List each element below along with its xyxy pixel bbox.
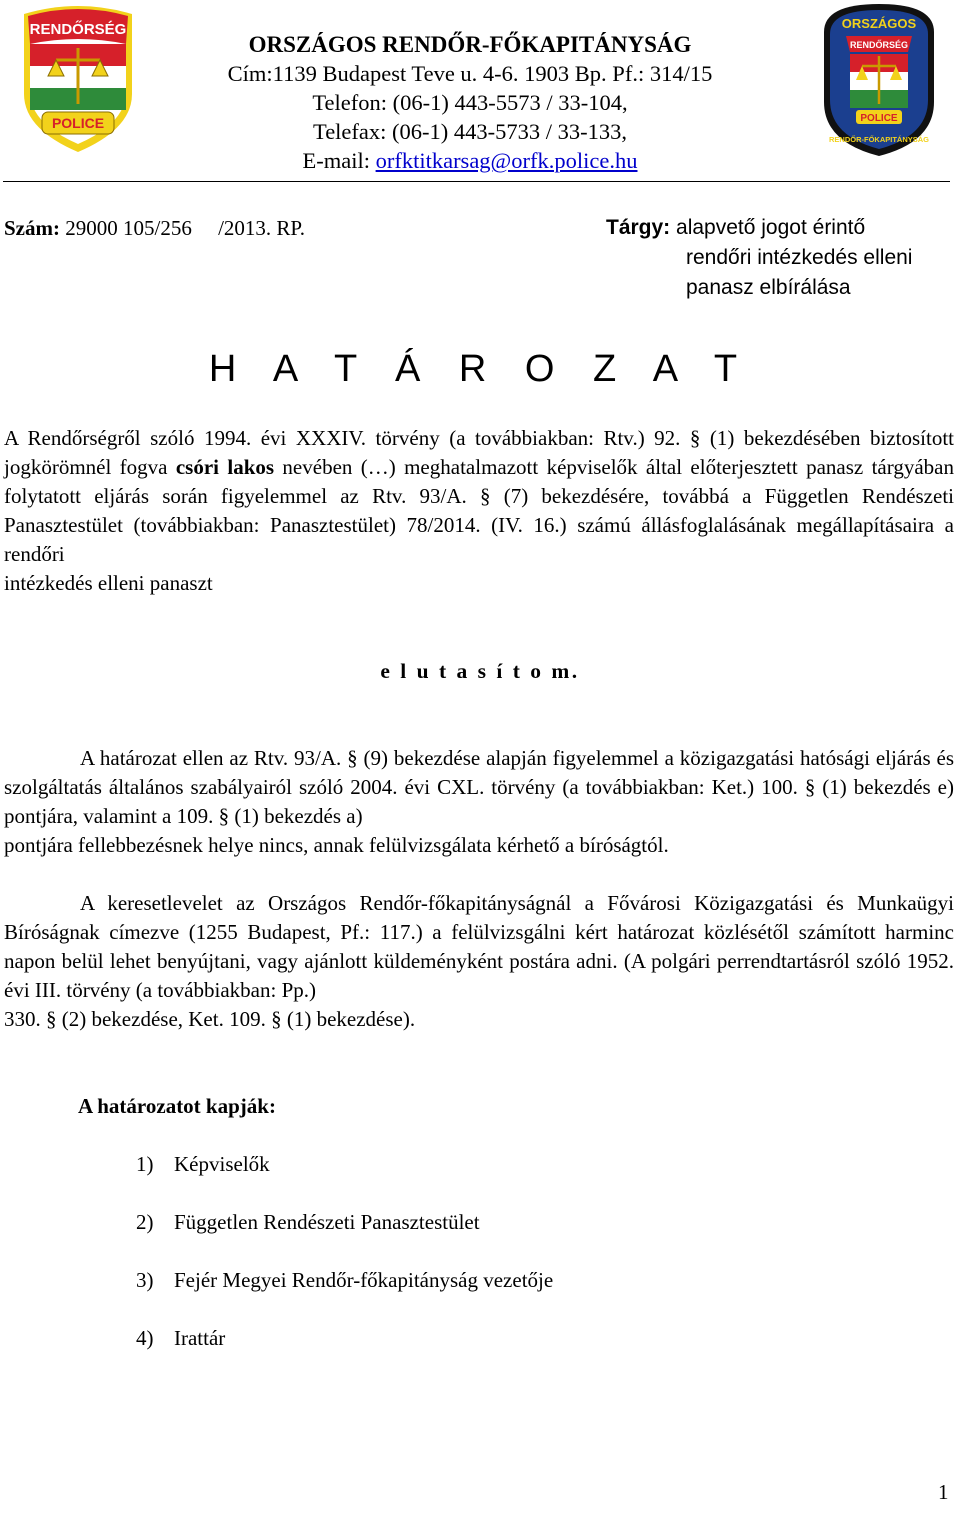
- paragraph2-text: A határozat ellen az Rtv. 93/A. § (9) bekezdése alapján figyelemmel a közigazgatási hatósági eljárás és szolgáltatás általános szabályairól szóló 2004. évi CXL. törvény (a továbbiakban: Ket.) 100. § (1) bekezdés e) pontjára, valamint a 109. § (1) bekezdés a): [4, 746, 954, 828]
- subject-line-3: panasz elbírálása: [686, 276, 851, 299]
- paragraph1-last-line: intézkedés elleni panaszt: [4, 571, 213, 595]
- svg-text:POLICE: POLICE: [860, 113, 898, 124]
- appeal-paragraph: [4, 744, 954, 860]
- paragraph1-part2: nevében (…) meghatalmazott képviselők által előterjesztett panasz tárgyában folytatott eljárás során figyelemmel az Rtv. 93/A. § (7) bekezdésére, továbbá a Független Rendészeti Panasztestület (továbbiakban: Panasztestület) 78/2014. (IV. 16.) számú állásfoglalásának megállapításaira a rendőri: [4, 455, 954, 566]
- list-item: [136, 1324, 553, 1382]
- svg-text:ORSZÁGOS: ORSZÁGOS: [841, 16, 917, 31]
- decision-verdict: e l u t a s í t o m.: [380, 659, 580, 683]
- organization-name: ORSZÁGOS RENDŐR-FŐKAPITÁNYSÁG: [248, 32, 692, 57]
- recipients-list: [136, 1150, 553, 1382]
- document-title: H A T Á R O Z A T: [208, 348, 752, 390]
- paragraph1-part1: A Rendőrségről szóló 1994. évi XXXIV. törvény (a továbbiakban: Rtv.) 92. § (1) bekezdésében biztosított jogkörömnél fogva: [4, 426, 954, 479]
- list-item-label: Fejér Megyei Rendőr-főkapitányság vezetője: [174, 1268, 554, 1292]
- header-divider: [3, 181, 950, 182]
- recipients-heading: A határozatot kapják:: [78, 1094, 276, 1118]
- decision-paragraph: [4, 424, 954, 598]
- list-item-number: 2): [136, 1210, 154, 1234]
- phone: Telefon: (06-1) 443-5573 / 33-104,: [312, 90, 628, 115]
- email-link[interactable]: orfktitkarsag@orfk.police.hu: [375, 148, 638, 173]
- police-seal-logo: [820, 2, 938, 158]
- list-item-label: Irattár: [174, 1326, 226, 1350]
- list-item-label: Képviselők: [174, 1152, 270, 1176]
- list-item-label: Független Rendészeti Panasztestület: [174, 1210, 480, 1234]
- list-item: [136, 1208, 553, 1266]
- address: Cím:1139 Budapest Teve u. 4-6. 1903 Bp. Pf.: 314/15: [227, 61, 713, 86]
- reference-number: [4, 213, 305, 243]
- fax: Telefax: (06-1) 443-5733 / 33-133,: [313, 119, 627, 144]
- svg-text:RENDŐR-FŐKAPITÁNYSÁG: RENDŐR-FŐKAPITÁNYSÁG: [828, 135, 930, 144]
- email-label: E-mail:: [302, 148, 376, 173]
- subject-text-1: alapvető jogot érintő: [676, 216, 866, 239]
- paragraph3-text: A keresetlevelet az Országos Rendőr-főkapitányságnál a Fővárosi Közigazgatási és Munkaügyi Bíróságnak címezve (1255 Budapest, Pf.: 117.) a felülvizsgálni kért határozat közlésétől számított harminc napon belül lehet benyújtani, vagy ajánlott küldeményként postára adni. (A polgári perrendtartásról szóló 1952. évi III. törvény (a továbbiakban: Pp.): [4, 891, 954, 1002]
- subject-line-1: [606, 213, 951, 243]
- page-number: 1: [938, 1480, 949, 1504]
- list-item: [136, 1266, 553, 1324]
- svg-text:RENDŐRSÉG: RENDŐRSÉG: [29, 21, 127, 38]
- paragraph2-last-line: pontjára fellebbezésnek helye nincs, annak felülvizsgálata kérhető a bíróságtól.: [4, 833, 669, 857]
- subject-line-2: rendőri intézkedés elleni: [686, 246, 913, 269]
- list-item: [136, 1150, 553, 1208]
- subject-label: Tárgy:: [606, 216, 671, 239]
- email-line: [150, 146, 790, 175]
- list-item-number: 4): [136, 1326, 154, 1350]
- letterhead: [150, 30, 790, 175]
- svg-text:POLICE: POLICE: [51, 115, 105, 131]
- reference-label: Szám:: [4, 216, 60, 240]
- reference-value: 29000 105/256 /2013. RP.: [60, 216, 306, 240]
- list-item-number: 3): [136, 1268, 154, 1292]
- paragraph1-bold: csóri lakos: [175, 455, 275, 479]
- list-item-number: 1): [136, 1152, 154, 1176]
- paragraph3-last-line: 330. § (2) bekezdése, Ket. 109. § (1) bekezdése).: [4, 1007, 416, 1031]
- lawsuit-paragraph: [4, 889, 954, 1034]
- svg-text:RENDŐRSÉG: RENDŐRSÉG: [849, 40, 909, 50]
- police-badge-logo: [18, 4, 138, 154]
- subject-block: [606, 213, 951, 303]
